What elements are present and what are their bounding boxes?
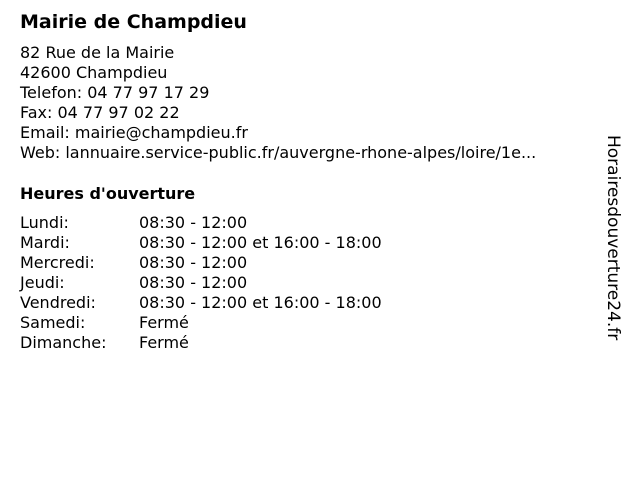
contact-block	[20, 43, 536, 163]
time-value: 08:30 - 12:00 et 16:00 - 18:00	[139, 233, 382, 252]
time-value: 08:30 - 12:00	[139, 253, 248, 272]
address-city: 42600 Champdieu	[20, 63, 168, 82]
day-label: Dimanche:	[20, 333, 107, 352]
email-address: Email: mairie@champdieu.fr	[20, 123, 248, 142]
address-street: 82 Rue de la Mairie	[20, 43, 175, 62]
time-value: 08:30 - 12:00	[139, 273, 248, 292]
time-value: Fermé	[139, 333, 189, 352]
day-label: Jeudi:	[20, 273, 65, 292]
time-value: Fermé	[139, 313, 189, 332]
day-label: Mardi:	[20, 233, 70, 252]
day-label: Lundi:	[20, 213, 69, 232]
day-label: Samedi:	[20, 313, 86, 332]
page-title: Mairie de Champdieu	[20, 11, 247, 33]
phone-number: Telefon: 04 77 97 17 29	[20, 83, 210, 102]
time-value: 08:30 - 12:00 et 16:00 - 18:00	[139, 293, 382, 312]
day-label: Mercredi:	[20, 253, 95, 272]
site-watermark: Horairesdouverture24.fr	[603, 135, 623, 341]
day-label: Vendredi:	[20, 293, 96, 312]
time-value: 08:30 - 12:00	[139, 213, 248, 232]
fax-number: Fax: 04 77 97 02 22	[20, 103, 180, 122]
website-url: Web: lannuaire.service-public.fr/auvergne-rhone-alpes/loire/1e...	[20, 143, 537, 162]
opening-hours-heading: Heures d'ouverture	[20, 184, 196, 203]
